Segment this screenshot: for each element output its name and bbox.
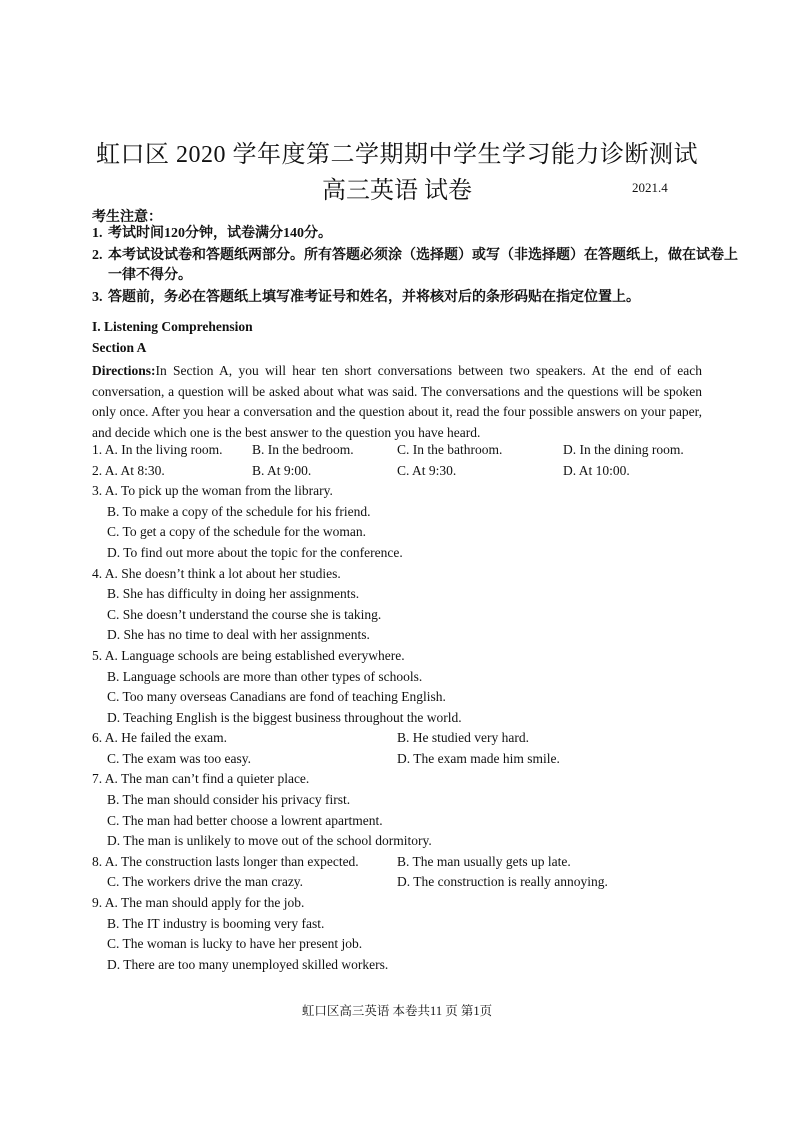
part-title: I. Listening Comprehension (92, 319, 253, 334)
q4-option-d: D. She has no time to deal with her assignments. (107, 627, 370, 642)
q5-option-c: C. Too many overseas Canadians are fond of teaching English. (107, 689, 446, 704)
q6-option-a: 6. A. He failed the exam. (92, 730, 227, 745)
q5-option-a: 5. A. Language schools are being established everywhere. (92, 648, 405, 663)
notice-item-text: 本考试设试卷和答题纸两部分。所有答题必须涂（选择题）或写（非选择题）在答题纸上，做在试卷上一律不得分。 (108, 248, 738, 283)
q3-option-b: B. To make a copy of the schedule for his friend. (107, 504, 371, 519)
notice-item-number: 3. (92, 290, 103, 305)
q1-option-a: 1. A. In the living room. (92, 442, 223, 457)
q1-option-d: D. In the dining room. (563, 442, 684, 457)
q2-option-b: B. At 9:00. (252, 463, 312, 478)
q7-option-b: B. The man should consider his privacy first. (107, 792, 351, 807)
notice-item-text: 考试时间120分钟，试卷满分140分。 (108, 226, 332, 241)
notice-item-number: 2. (92, 248, 103, 263)
q2-option-a: 2. A. At 8:30. (92, 463, 165, 478)
directions-paragraph (92, 361, 702, 443)
q6-option-d: D. The exam made him smile. (397, 751, 560, 766)
q5-option-b: B. Language schools are more than other types of schools. (107, 669, 423, 684)
notice-item-1 (92, 224, 742, 244)
q8-option-a: 8. A. The construction lasts longer than expected. (92, 854, 359, 869)
q4-option-a: 4. A. She doesn’t think a lot about her studies. (92, 566, 341, 581)
q4-option-b: B. She has difficulty in doing her assignments. (107, 586, 360, 601)
q9-option-c: C. The woman is lucky to have her present job. (107, 936, 363, 951)
q7-option-a: 7. A. The man can’t find a quieter place. (92, 771, 310, 786)
q7-option-c: C. The man had better choose a lowrent apartment. (107, 813, 383, 828)
notice-item-text: 答题前，务必在答题纸上填写准考证号和姓名，并将核对后的条形码贴在指定位置上。 (108, 290, 640, 305)
q8-option-b: B. The man usually gets up late. (397, 854, 571, 869)
q3-option-c: C. To get a copy of the schedule for the woman. (107, 524, 366, 539)
directions-label: Directions: (92, 363, 156, 378)
q2-option-d: D. At 10:00. (563, 463, 630, 478)
q1-option-c: C. In the bathroom. (397, 442, 503, 457)
notice-item-2 (92, 246, 742, 286)
notice-item-number: 1. (92, 226, 103, 241)
exam-date: 2021.4 (632, 180, 668, 195)
q3-option-a: 3. A. To pick up the woman from the library. (92, 483, 333, 498)
notice-item-3 (92, 288, 742, 308)
q9-option-d: D. There are too many unemployed skilled workers. (107, 957, 389, 972)
q4-option-c: C. She doesn’t understand the course she is taking. (107, 607, 382, 622)
q6-option-b: B. He studied very hard. (397, 730, 529, 745)
q7-option-d: D. The man is unlikely to move out of the school dormitory. (107, 833, 432, 848)
q3-option-d: D. To find out more about the topic for the conference. (107, 545, 403, 560)
q8-option-c: C. The workers drive the man crazy. (107, 874, 304, 889)
q9-option-a: 9. A. The man should apply for the job. (92, 895, 305, 910)
q6-option-c: C. The exam was too easy. (107, 751, 251, 766)
q5-option-d: D. Teaching English is the biggest business throughout the world. (107, 710, 462, 725)
q2-option-c: C. At 9:30. (397, 463, 457, 478)
exam-title: 虹口区 2020 学年度第二学期期中学生学习能力诊断测试 (96, 142, 698, 168)
exam-subtitle: 高三英语 试卷 (322, 178, 472, 204)
q9-option-b: B. The IT industry is booming very fast. (107, 916, 325, 931)
section-title: Section A (92, 340, 147, 355)
directions-text: In Section A, you will hear ten short conversations between two speakers. At the end of each conversation, a question will be asked about what was said. The conversations and the questions will be spoken only once. After you hear a conversation and the question about it, read the four possible answers on your paper, and decide which one is the best answer to the question you have heard. (92, 363, 702, 440)
notice-heading: 考生注意： (92, 210, 162, 225)
q1-option-b: B. In the bedroom. (252, 442, 354, 457)
page-footer: 虹口区高三英语 本卷共11 页 第1页 (301, 1004, 493, 1018)
q8-option-d: D. The construction is really annoying. (397, 874, 608, 889)
